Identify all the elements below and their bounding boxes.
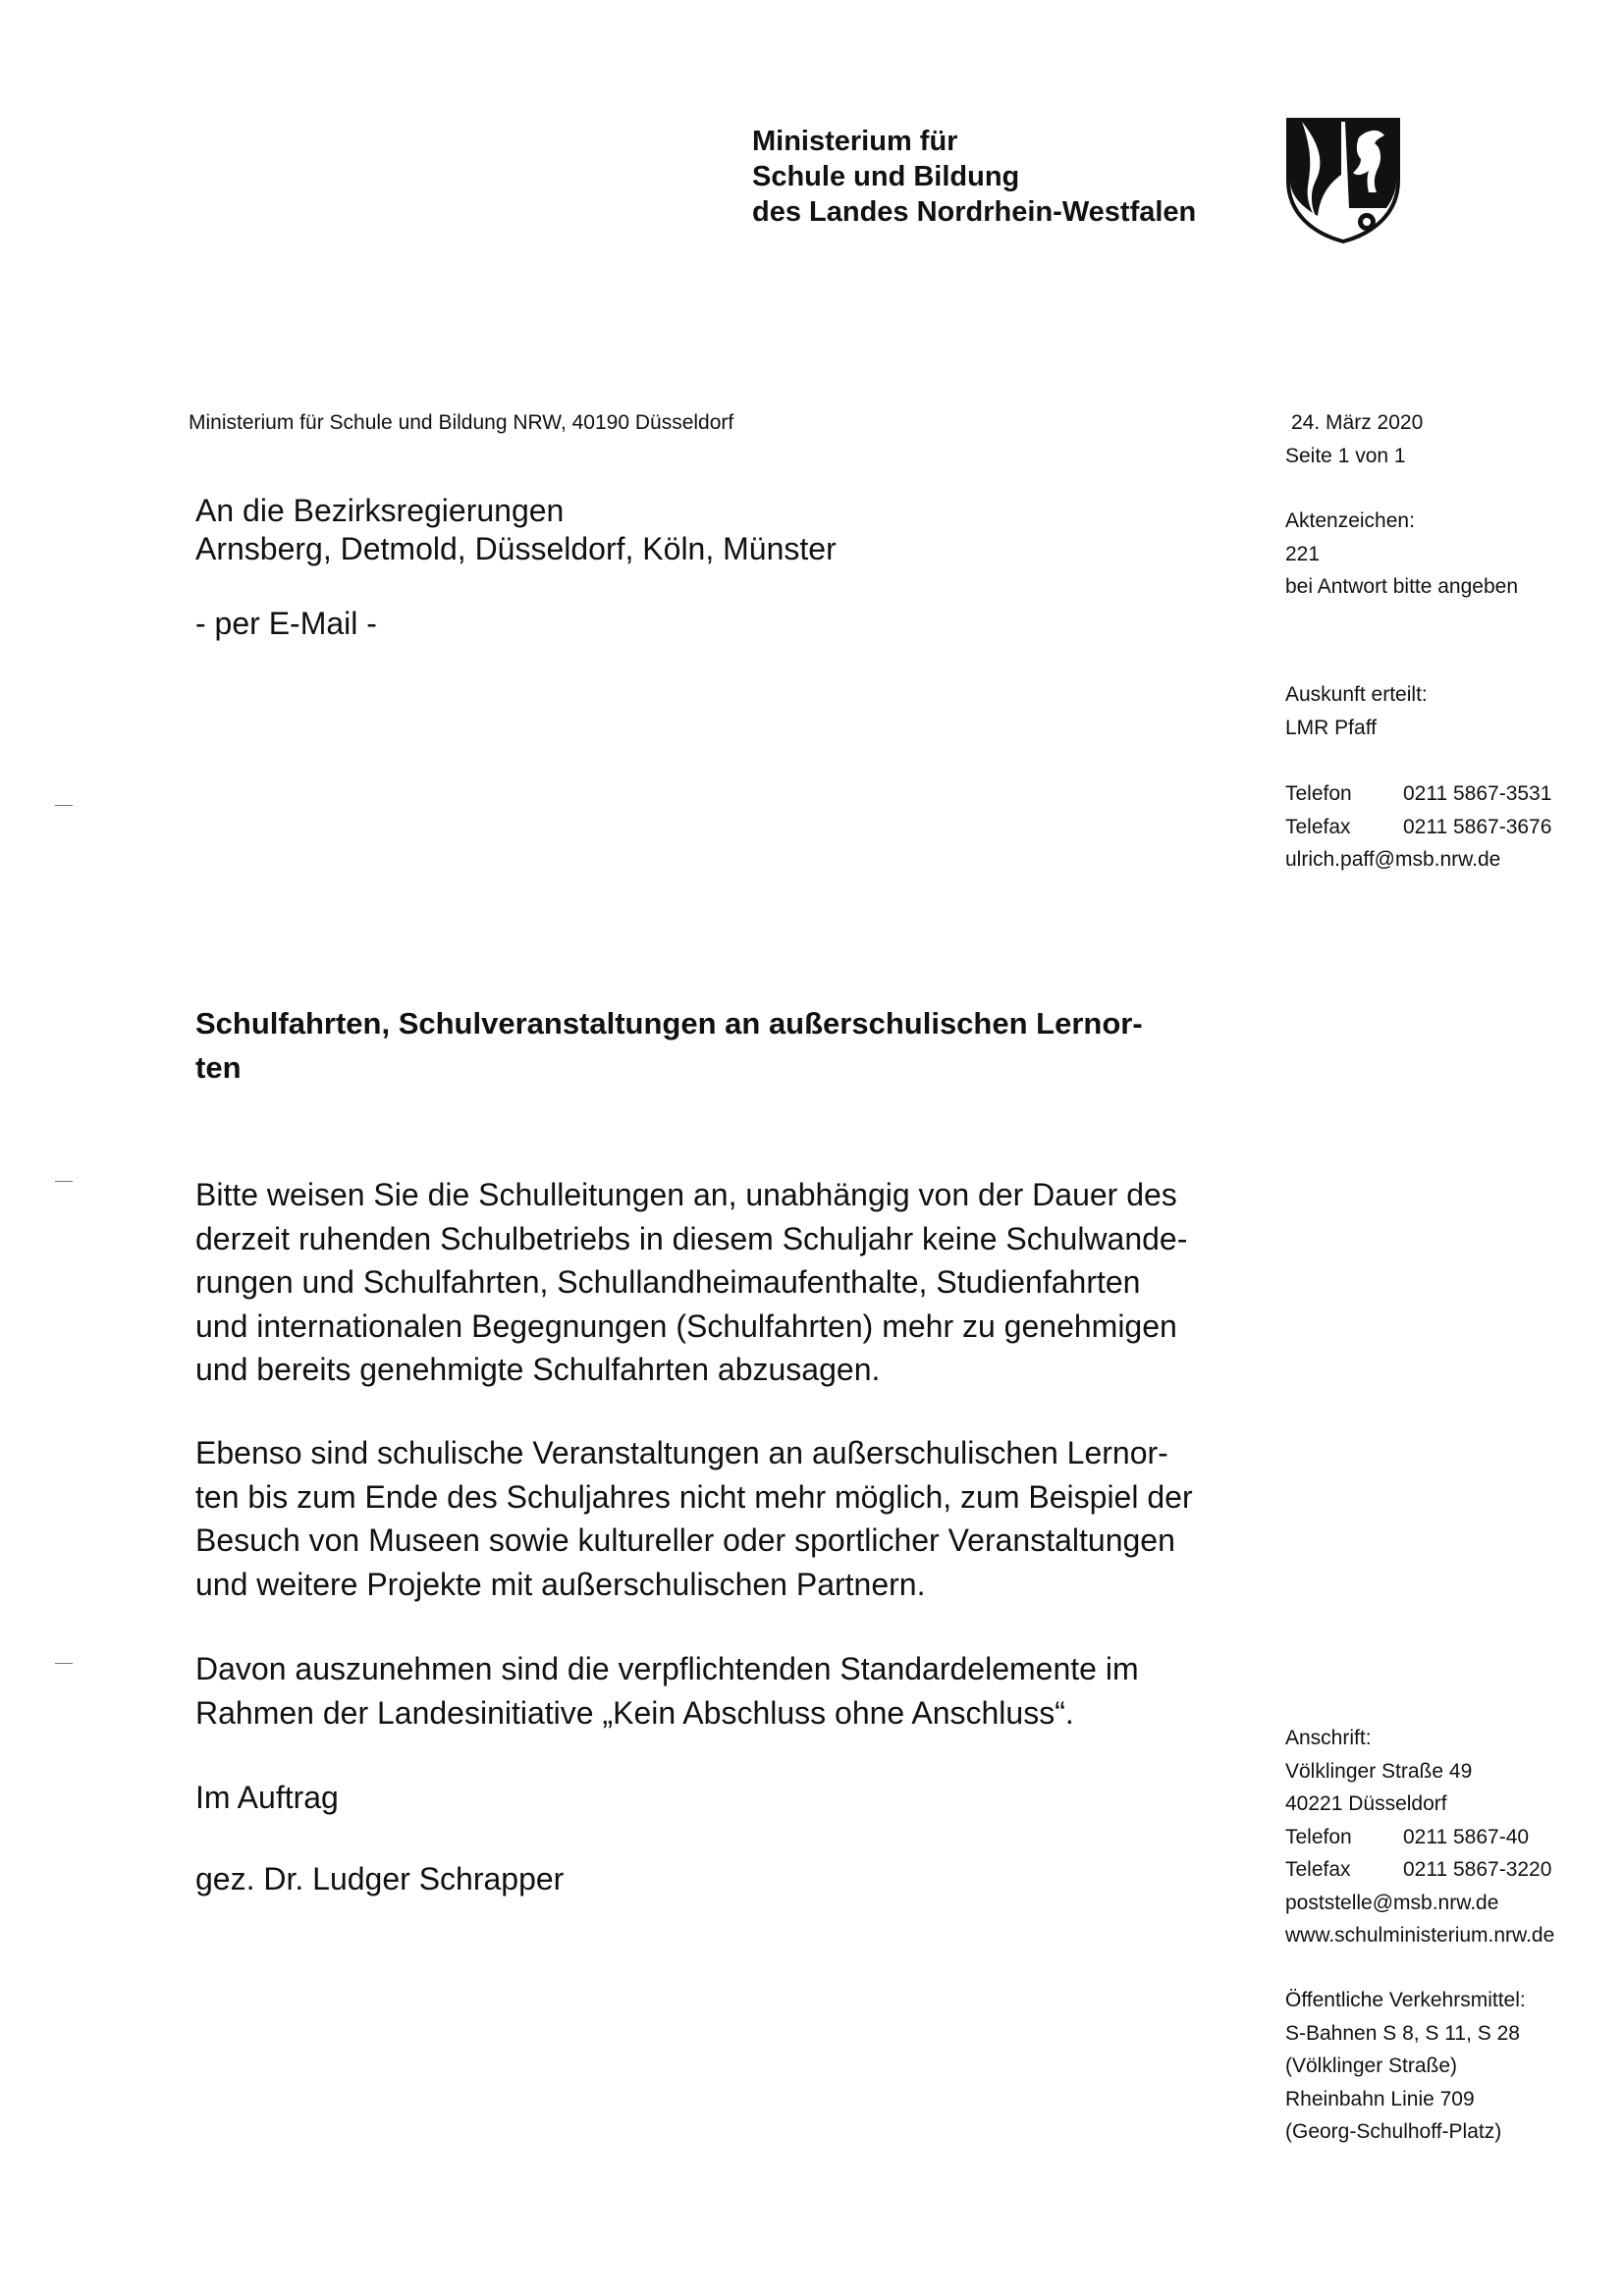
fax-label: Telefax [1285,1858,1351,1881]
fold-mark [55,805,73,806]
text-line: Bitte weisen Sie die Schulleitungen an, unabhängig von der Dauer des [195,1177,1177,1212]
subject-line: ten [195,1050,242,1085]
signature: gez. Dr. Ludger Schrapper [195,1861,565,1896]
phone-value: 0211 5867-40 [1403,1825,1530,1848]
ministry-email: poststelle@msb.nrw.de [1285,1891,1499,1914]
address-street: Völklinger Straße 49 [1285,1759,1473,1783]
letter-date: 24. März 2020 [1291,411,1424,434]
text-line: Ebenso sind schulische Veranstaltungen an außerschulischen Lernor- [195,1435,1168,1470]
address-city: 40221 Düsseldorf [1285,1792,1447,1815]
body-paragraph-1 [195,1173,1246,1392]
body-paragraph-2 [195,1431,1246,1606]
subject-line: Schulfahrten, Schulveranstaltungen an außerschulischen Lernor- [195,1006,1143,1041]
text-line: Rahmen der Landesinitiative „Kein Abschluss ohne Anschluss“. [195,1694,1074,1731]
transport-line: S-Bahnen S 8, S 11, S 28 [1285,2021,1520,2045]
fax-label: Telefax [1285,815,1351,838]
contact-email: ulrich.paff@msb.nrw.de [1285,848,1501,871]
recipient-line: An die Bezirksregierungen [195,493,565,528]
public-transport-block [1285,1984,1526,2149]
transport-line: (Völklinger Straße) [1285,2055,1458,2077]
ministry-name-line: Ministerium für [752,126,958,157]
ministry-name [752,124,1196,230]
transport-label: Öffentliche Verkehrsmittel: [1285,1989,1526,2011]
phone-label: Telefon [1285,1825,1352,1848]
letter-subject [195,1001,1236,1090]
fax-row [1285,811,1551,844]
text-line: und weitere Projekte mit außerschulischen Partnern. [195,1566,926,1602]
ministry-name-line: Schule und Bildung [752,161,1020,192]
nrw-coat-of-arms-icon [1284,116,1402,245]
delivery-method: - per E-Mail - [195,606,377,641]
ministry-website: www.schulministerium.nrw.de [1285,1924,1555,1947]
text-line: ten bis zum Ende des Schuljahres nicht mehr möglich, zum Beispiel der [195,1478,1193,1515]
contact-block [1285,678,1428,744]
sender-line: Ministerium für Schule und Bildung NRW, 40190 Düsseldorf [189,411,734,434]
reference-label: Aktenzeichen: [1285,509,1415,532]
date-block [1285,406,1423,472]
contact-name: LMR Pfaff [1285,716,1377,739]
text-line: Besuch von Museen sowie kultureller oder sportlicher Veranstaltungen [195,1522,1175,1558]
page-count: Seite 1 von 1 [1285,444,1406,467]
phone-row [1285,1821,1554,1854]
phone-value: 0211 5867-3531 [1403,782,1552,805]
text-line: und bereits genehmigte Schulfahrten abzusagen. [195,1352,881,1387]
ministry-address-block [1285,1722,1554,1952]
phone-label: Telefon [1285,782,1352,805]
transport-line: Rheinbahn Linie 709 [1285,2087,1475,2110]
body-paragraph-3 [195,1647,1246,1735]
transport-line: (Georg-Schulhoff-Platz) [1285,2120,1502,2143]
reference-note: bei Antwort bitte angeben [1285,575,1519,598]
recipient-address [195,492,837,568]
ministry-name-line: des Landes Nordrhein-Westfalen [752,196,1197,228]
text-line: Davon auszunehmen sind die verpflichtenden Standardelemente im [195,1651,1139,1686]
punch-mark [55,1181,73,1182]
reference-value: 221 [1285,542,1321,565]
recipient-line: Arnsberg, Detmold, Düsseldorf, Köln, Münster [195,531,837,566]
fold-mark [55,1663,73,1664]
address-label: Anschrift: [1285,1727,1372,1749]
fax-value: 0211 5867-3220 [1403,1858,1552,1881]
fax-value: 0211 5867-3676 [1403,815,1552,838]
text-line: und internationalen Begegnungen (Schulfahrten) mehr zu genehmigen [195,1308,1177,1344]
contact-phone-block [1285,777,1551,877]
fax-row [1285,1853,1554,1887]
contact-label: Auskunft erteilt: [1285,683,1428,706]
reference-block [1285,505,1518,604]
text-line: derzeit ruhenden Schulbetriebs in diesem Schuljahr keine Schulwande- [195,1220,1188,1256]
phone-row [1285,777,1551,811]
text-line: rungen und Schulfahrten, Schullandheimaufenthalte, Studienfahrten [195,1264,1141,1300]
closing-phrase: Im Auftrag [195,1780,339,1815]
